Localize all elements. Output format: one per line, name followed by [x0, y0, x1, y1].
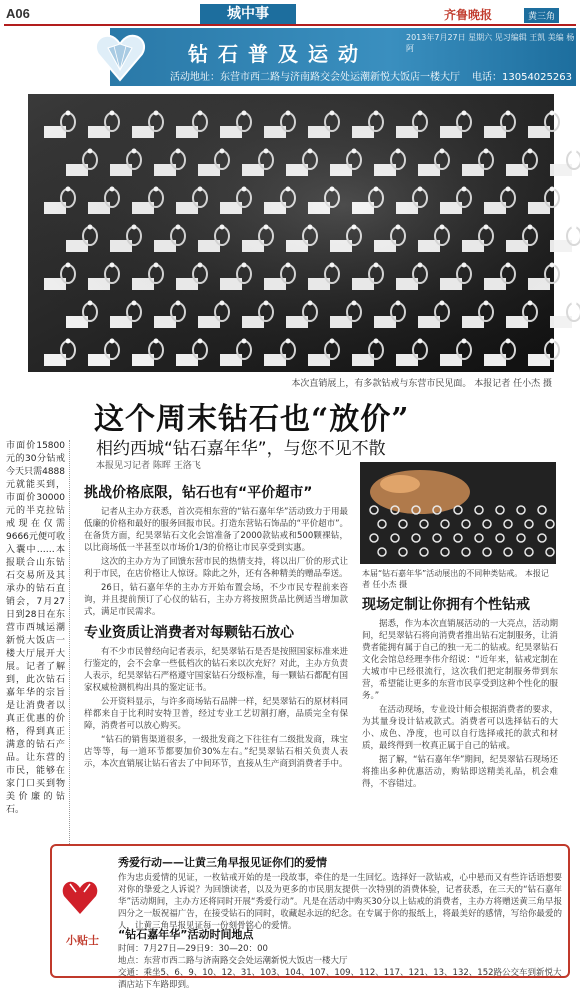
newspaper-logo: 齐鲁晚报 [444, 8, 493, 22]
diamond-stone [572, 225, 577, 230]
right-column [362, 590, 558, 848]
paragraph: 这次的主办方为了回馈东营市民的热情支持，将以出厂价的形式让利于市民，在店价格让人惊讶。除此之外，还有各种精美的赠品奉送。 [84, 557, 348, 579]
tip-title-love: 秀爱行动——让黄三角早报见证你们的爱情 [118, 856, 327, 869]
event-place: 地点：东营市西二路与济南路交会处运潮新悦大饭店一楼大厅 [118, 956, 348, 966]
tip-title-time-place: “钻石嘉年华”活动时间地点 [118, 928, 254, 941]
diamond-stone [572, 301, 577, 306]
ring [567, 151, 580, 169]
ring-tray-illustration [360, 462, 556, 564]
article-byline: 本报见习记者 陈晖 王洛飞 [96, 461, 201, 471]
logo-sub-badge: 黄三角 [524, 8, 559, 23]
tip-text: 作为忠贞爱情的见证，一枚钻戒开始的是一段故事，牵住的是一生回忆。选择好一款钻戒，心中悬而又有些许话语想要对你的挚爱之人诉说？为回馈读者，以及为更多的市民朋友提供一次特别的消费体验，记者获悉，在三天的“钻石嘉年华”活动期间，主办方还将同时开展“秀爱行动”。凡是在活动中购买30分以上钻戒的消费者，主办方将赠送黄三角早报四分之一版祝福广告，在接受钻石的同时，收藏起永远的纪念。在专属于你的报纸上，将最美好的感情，写给你最爱的人，让黄三角早报见证每一份刻骨铭心的爱情。 [118, 873, 562, 931]
middle-column [84, 478, 348, 848]
date-line: 2013年7月27日 星期六 见习编辑 王凯 美编 杨阿 [406, 33, 575, 53]
rings-grid-illustration [28, 94, 554, 372]
tip-label: 小贴士 [66, 934, 99, 947]
section-tab: 城中事 [200, 4, 296, 24]
banner-title: 钻石普及运动 [188, 42, 368, 66]
ring [567, 227, 580, 245]
ring-display-photo [28, 94, 554, 372]
heart-diamond-icon [92, 30, 148, 84]
event-transport: 交通：乘坐5、6、9、10、12、31、103、104、107、109、112、117、121、13、132、152路公交车到新悦大酒店站下车路即到。 [118, 968, 562, 990]
paragraph: 据悉，作为本次直销展活动的一大亮点，活动期间，纪昊翠钻石将向消费者推出钻石定制服务，让消费者能拥有属于自己的独一无二的钻戒。纪昊翠钻石文化会馆总经理李伟介绍说：“近年来，钻戒定制在大城市中已经很流行，这次我们把定制服务带到东营，希望能让更多的东营市民享受到这种个性化的服务。” [362, 619, 558, 701]
paragraph: 记者从主办方获悉，首次亮相东营的“钻石嘉年华”活动致力于用最低廉的价格和最好的服务回报市民。打造东营钻石饰品的“平价超市”。在备货方面，纪昊翠钻石文化会馆准备了2000款钻戒和500颗裸钻，以比商场低一半甚至以市场价1/3的价格让市民享受到实惠。 [84, 507, 348, 553]
banner-phone: 电话：13054025263 [472, 72, 572, 83]
left-column-text: 市面价15800元的30分钻戒今天只需4888元就能买到，市面价30000元的半克拉钻戒现在仅需9666元便可收入囊中……本报联合山东钻石交易所及其承办的钻石直销会，7月27日到28日在东营市西城运潮新悦大饭店一楼大厅展开大展。记者了解到，此次钻石嘉年华的宗旨是让消费者以真正优惠的价格，得到真正满意的钻石产品。让东营的市民，能够在家门口买到物美价廉的钻石。 [6, 440, 70, 850]
section-title-quality: 专业资质让消费者对每颗钻石放心 [84, 625, 294, 641]
photo-caption: 本次直销展上，有多款钻戒与东营市民见面。 本报记者 任小杰 摄 [291, 379, 552, 389]
paragraph: 在活动现场，专业设计师会根据消费者的要求，为其量身设计钻戒款式。消费者可以选择钻石的大小、成色、净度，也可以自行选择戒托的款式和材质，最终得到一枚真正属于自己的钻戒。 [362, 705, 558, 751]
event-time: 时间：7月27日—29日9：30—20：00 [118, 944, 268, 954]
article-subhead: 相约西城“钻石嘉年华”，与您不见不散 [96, 439, 386, 459]
article-headline: 这个周末钻石也“放价” [94, 402, 410, 437]
page-header [4, 4, 576, 26]
paragraph: 公开资料显示，与许多商场钻石品牌一样，纪昊翠钻石的原材料同样都来自于比利时安特卫普，经过专业工艺切割打磨，品质完全有保障，消费者可以放心购买。 [84, 697, 348, 731]
ring-hand-photo [360, 462, 556, 564]
right-photo-caption: 本届“钻石嘉年华”活动展出的不同种类钻戒。 本报记者 任小杰 摄 [362, 569, 549, 589]
banner-address: 活动地址：东营市西二路与济南路交会处运潮新悦大饭店一楼大厅 [170, 72, 460, 83]
topic-banner [110, 28, 576, 86]
page-number: A06 [6, 6, 30, 21]
section-title-custom: 现场定制让你拥有个性钻戒 [362, 597, 530, 613]
paragraph: 有不少市民曾经向记者表示，纪昊翠钻石是否是按照国家标准来进行鉴定的，会不会拿一些低档次的钻石来以次充好？对此，主办方负责人表示，纪昊翠钻石严格遵守国家钻石分级标准，每一颗钻石都配有国家权威检测机构出具的鉴定证书。 [84, 647, 348, 693]
paragraph: “钻石的销售渠道很多，一级批发商之下往往有二级批发商，珠宝店等等，每一道环节都要加价30%左右。”纪昊翠钻石相关负责人表示，本次直销展让钻石省去了中间环节，直接从生产商到消费者手中。 [84, 735, 348, 769]
ring [567, 303, 580, 321]
paragraph: 26日，钻石嘉年华的主办方开始布置会场，不少市民专程前来咨询，并且提前预订了心仪的钻石，主办方将按照货品比例适当增加款式，满足市民需求。 [84, 583, 348, 617]
paragraph: 据了解，“钻石嘉年华”期间，纪昊翠钻石现场还将推出多种优惠活动，购钻即送精美礼品，机会难得，不容错过。 [362, 755, 558, 789]
section-title-price: 挑战价格底限，钻石也有“平价超市” [84, 485, 313, 501]
diamond-stone [572, 149, 577, 154]
tip-box [50, 844, 570, 990]
heart-gift-icon [60, 878, 100, 918]
